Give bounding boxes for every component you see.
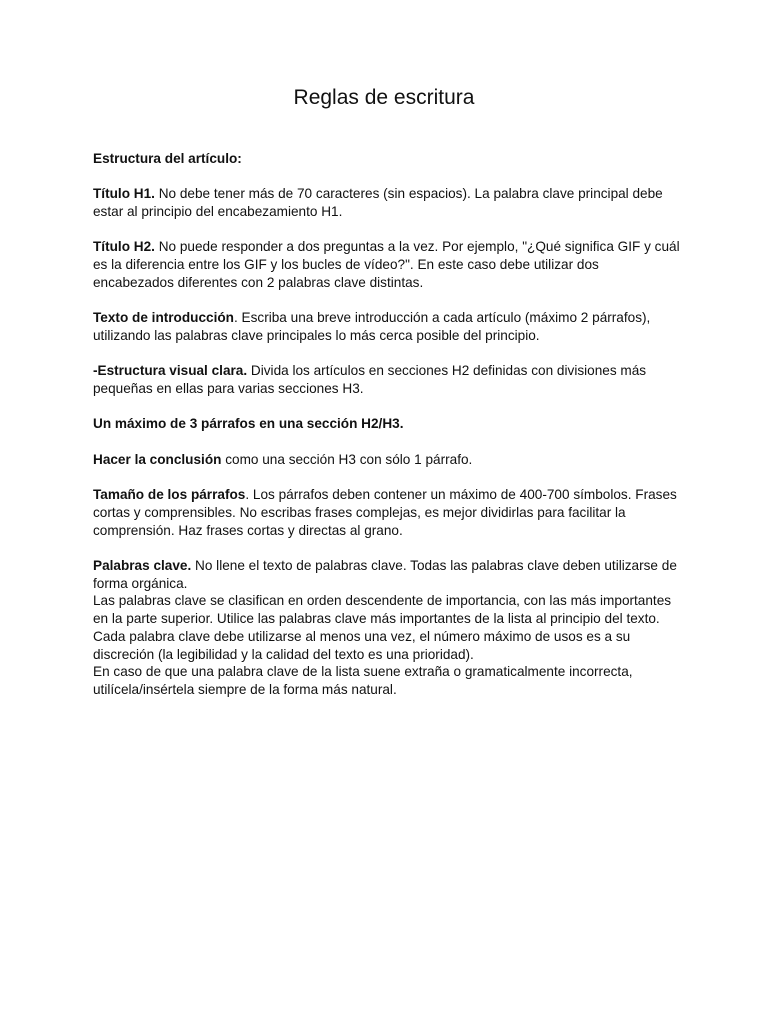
h1-rule-text: No debe tener más de 70 caracteres (sin espacios). La palabra clave principal debe estar al principio del encabezamiento H1. bbox=[93, 186, 663, 220]
visual-rule-label: -Estructura visual clara. bbox=[93, 363, 248, 379]
conclusion-rule-paragraph bbox=[93, 451, 683, 469]
document-body bbox=[93, 150, 683, 716]
structure-heading-text: Estructura del artículo: bbox=[93, 151, 242, 166]
max-paragraphs-rule bbox=[93, 415, 683, 433]
page-title: Reglas de escritura bbox=[293, 86, 475, 109]
conclusion-rule-label: Hacer la conclusión bbox=[93, 451, 222, 467]
keywords-rule-label: Palabras clave. bbox=[93, 558, 192, 574]
max-paragraphs-text: Un máximo de 3 párrafos en una sección H2/H3. bbox=[93, 416, 404, 432]
keywords-rule-line-3: Cada palabra clave debe utilizarse al menos una vez, el número máximo de usos es a su discreción (la legibilidad y la calidad del texto es una prioridad). bbox=[93, 628, 631, 662]
structure-heading bbox=[93, 150, 683, 168]
intro-rule-label: Texto de introducción bbox=[93, 310, 234, 326]
h2-rule-text: No puede responder a dos preguntas a la vez. Por ejemplo, "¿Qué significa GIF y cuál es la diferencia entre los GIF y los bucles de vídeo?". En este caso debe utilizar dos encabezados diferentes con 2 palabras clave distintas. bbox=[93, 239, 680, 290]
h2-rule-paragraph bbox=[93, 238, 683, 291]
keywords-rule-paragraph bbox=[93, 557, 683, 699]
conclusion-rule-text: como una sección H3 con sólo 1 párrafo. bbox=[221, 451, 473, 467]
visual-rule-paragraph bbox=[93, 362, 683, 397]
visual-rule-text: Divida los artículos en secciones H2 definidas con divisiones más pequeñas en ellas para varias secciones H3. bbox=[93, 363, 647, 397]
size-rule-label: Tamaño de los párrafos bbox=[93, 487, 246, 503]
size-rule-text: . Los párrafos deben contener un máximo de 400-700 símbolos. Frases cortas y comprensibles. No escribas frases complejas, es mejor dividirlas para facilitar la comprensión. Haz frases cortas y directas al grano. bbox=[93, 487, 677, 538]
size-rule-paragraph bbox=[93, 486, 683, 539]
keywords-rule-text: No llene el texto de palabras clave. Todas las palabras clave deben utilizarse de forma orgánica. bbox=[93, 558, 677, 591]
h2-rule-label: Título H2. bbox=[93, 239, 155, 255]
h1-rule-label: Título H1. bbox=[93, 186, 155, 202]
intro-rule-paragraph bbox=[93, 309, 683, 344]
h1-rule-paragraph bbox=[93, 185, 683, 220]
keywords-rule-line-2: Las palabras clave se clasifican en orden descendente de importancia, con las más importantes en la parte superior. Utilice las palabras clave más importantes de la lista al principio del texto. bbox=[93, 593, 672, 627]
keywords-rule-line-4: En caso de que una palabra clave de la lista suene extraña o gramaticalmente incorrecta, utilícela/insértela siempre de la forma más natural. bbox=[93, 664, 633, 697]
intro-rule-text: . Escriba una breve introducción a cada artículo (máximo 2 párrafos), utilizando las palabras clave principales lo más cerca posible del principio. bbox=[93, 310, 651, 343]
